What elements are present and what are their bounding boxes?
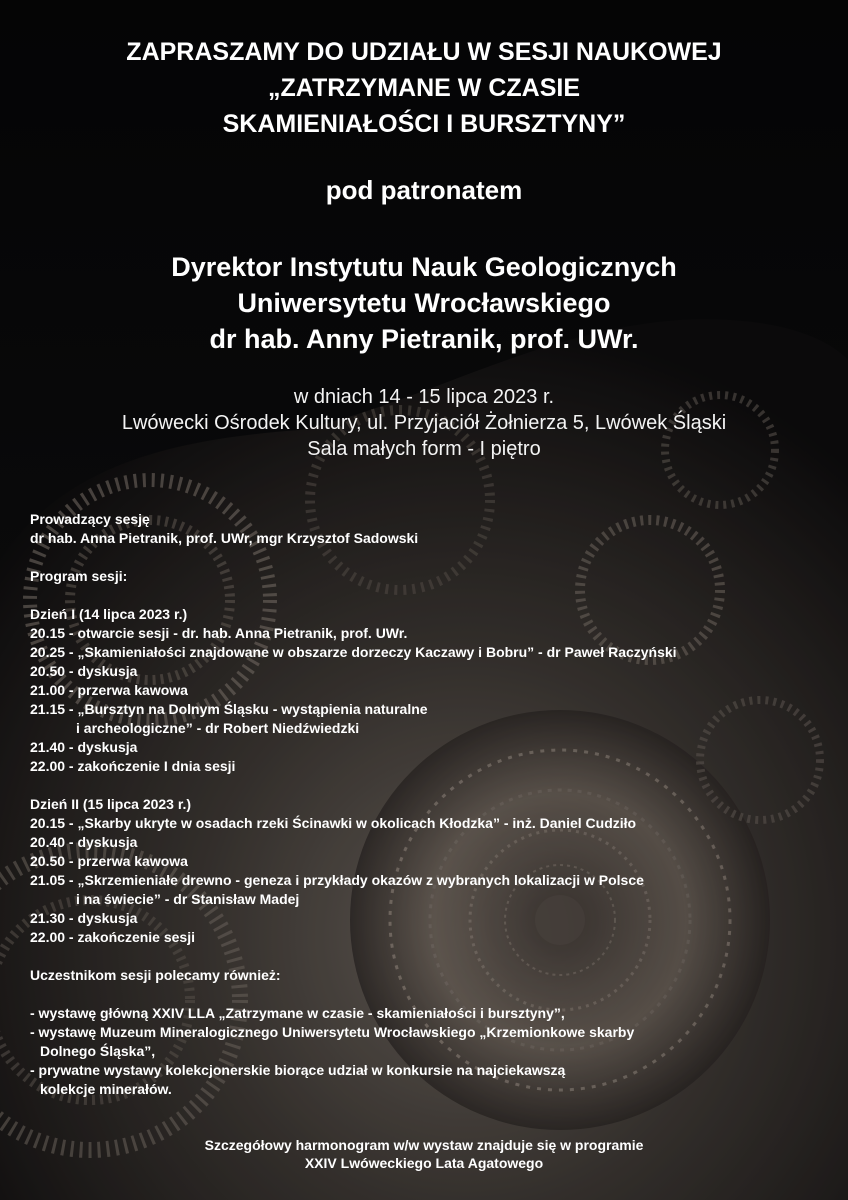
footer-line-2: XXIV Lwóweckiego Lata Agatowego	[304, 1155, 544, 1171]
recommend-item: - wystawę główną XXIV LLA „Zatrzymane w czasie - skamieniałości i bursztyny”,	[30, 1005, 565, 1021]
program-item: 20.50 - dyskusja	[30, 663, 138, 679]
program-item: 20.50 - przerwa kawowa	[30, 853, 188, 869]
program-item: 21.30 - dyskusja	[30, 910, 138, 926]
program-item: 21.00 - przerwa kawowa	[30, 682, 188, 698]
venue-info	[0, 384, 848, 462]
program-item: 21.05 - „Skrzemieniałe drewno - geneza i przykłady okazów z wybranych lokalizacji w Polsce	[30, 872, 644, 888]
day1-heading: Dzień I (14 lipca 2023 r.)	[30, 606, 188, 622]
recommend-item-continuation: kolekcje minerałów.	[40, 1081, 172, 1097]
footer-line-1: Szczegółowy harmonogram w/w wystaw znajduje się w programie	[204, 1137, 644, 1153]
program-heading: Program sesji:	[30, 568, 128, 584]
program-item: 20.25 - „Skamieniałości znajdowane w obszarze dorzeczy Kaczawy i Bobru” - dr Paweł Raczyński	[30, 644, 677, 660]
hosts-heading: Prowadzący sesję	[30, 511, 150, 527]
program-item: 20.40 - dyskusja	[30, 834, 138, 850]
event-room: Sala małych form - I piętro	[307, 438, 541, 460]
program-item: 20.15 - „Skarby ukryte w osadach rzeki Ścinawki w okolicach Kłodzka” - inż. Daniel Cudziło	[30, 815, 637, 831]
event-title	[0, 34, 848, 142]
title-line-1: ZAPRASZAMY DO UDZIAŁU W SESJI NAUKOWEJ	[126, 38, 722, 66]
recommend-item: - prywatne wystawy kolekcjonerskie biorące udział w konkursie na najciekawszą	[30, 1062, 566, 1078]
director-line-1: Dyrektor Instytutu Nauk Geologicznych	[171, 252, 677, 282]
event-address: Lwówecki Ośrodek Kultury, ul. Przyjaciół Żołnierza 5, Lwówek Śląski	[121, 412, 727, 434]
program-item: 21.40 - dyskusja	[30, 739, 138, 755]
recommend-heading: Uczestnikom sesji polecamy również:	[30, 967, 281, 983]
day2-heading: Dzień II (15 lipca 2023 r.)	[30, 796, 192, 812]
program-item: 21.15 - „Bursztyn na Dolnym Śląsku - wystąpienia naturalne	[30, 701, 428, 717]
title-line-3: SKAMIENIAŁOŚCI I BURSZTYNY”	[222, 110, 626, 138]
director-line-2: Uniwersytetu Wrocławskiego	[237, 288, 611, 318]
program-item-continuation: i archeologiczne” - dr Robert Niedźwiedzki	[76, 720, 360, 736]
footer-note	[0, 1136, 848, 1172]
program-body	[30, 510, 830, 1099]
recommend-item-continuation: Dolnego Śląska”,	[40, 1043, 156, 1059]
event-dates: w dniach 14 - 15 lipca 2023 r.	[293, 386, 555, 408]
program-item: 22.00 - zakończenie I dnia sesji	[30, 758, 236, 774]
program-item: 22.00 - zakończenie sesji	[30, 929, 195, 945]
hosts-names: dr hab. Anna Pietranik, prof. UWr, mgr Krzysztof Sadowski	[30, 530, 419, 546]
title-line-2: „ZATRZYMANE W CZASIE	[267, 74, 580, 102]
director-line-3: dr hab. Anny Pietranik, prof. UWr.	[209, 324, 639, 354]
program-item: 20.15 - otwarcie sesji - dr. hab. Anna Pietranik, prof. UWr.	[30, 625, 408, 641]
patronage-label: pod patronatem	[325, 175, 523, 205]
recommend-item: - wystawę Muzeum Mineralogicznego Uniwersytetu Wrocławskiego „Krzemionkowe skarby	[30, 1024, 635, 1040]
program-item-continuation: i na świecie” - dr Stanisław Madej	[76, 891, 300, 907]
patron-name	[0, 249, 848, 357]
